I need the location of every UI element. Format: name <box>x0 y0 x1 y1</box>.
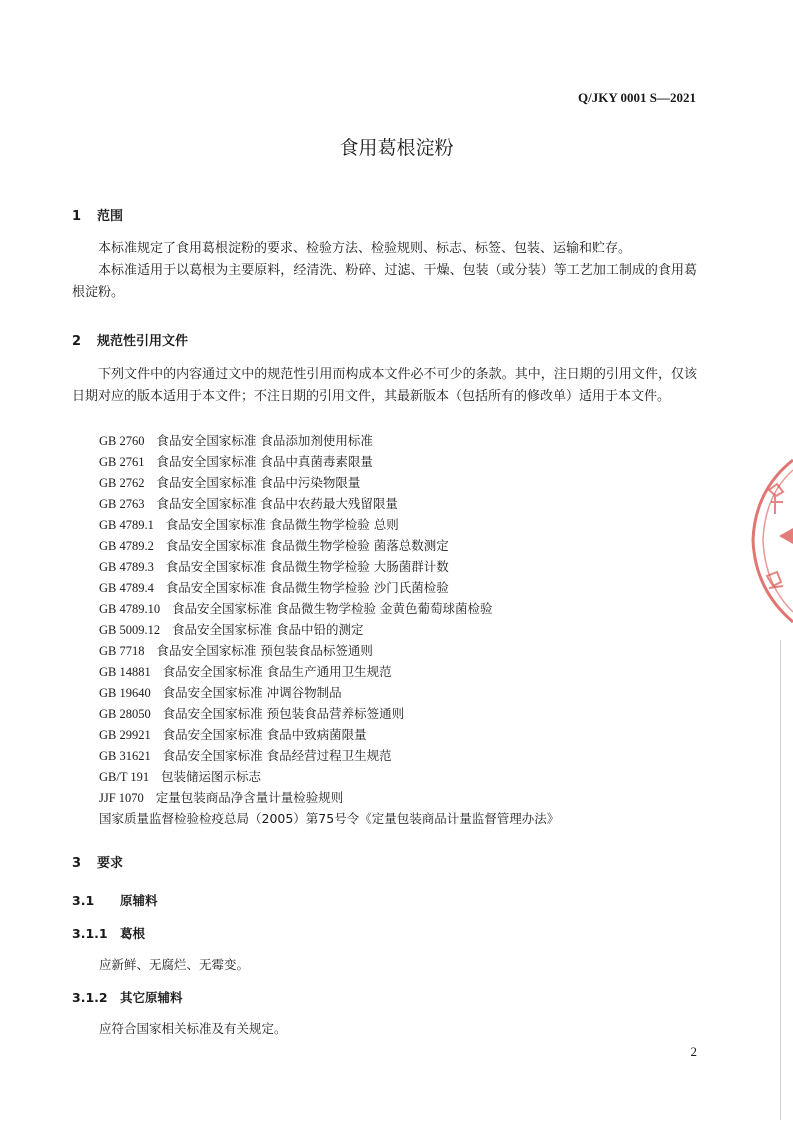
ref-code: GB/T 191 <box>99 770 150 784</box>
ref-code: GB 29921 <box>99 728 151 742</box>
ref-title: 食品安全国家标准 食品微生物学检验 沙门氏菌检验 <box>165 580 449 595</box>
ref-code: GB 4789.1 <box>99 518 154 532</box>
reference-item <box>99 452 373 470</box>
ref-code: GB 7718 <box>99 644 145 658</box>
ref-code: GB 4789.3 <box>99 560 154 574</box>
ref-title: 食品安全国家标准 预包装食品标签通则 <box>156 643 373 658</box>
section-1-heading <box>72 205 123 224</box>
section-number: 3 <box>72 856 82 871</box>
section-title: 要求 <box>97 856 124 871</box>
subsection-number: 3.1.2 <box>72 990 108 1005</box>
reference-item <box>99 683 342 701</box>
subsection-number: 3.1.1 <box>72 926 108 941</box>
section-2-heading <box>72 330 188 349</box>
ref-title: 食品安全国家标准 食品中铅的测定 <box>172 622 364 637</box>
page-edge-line <box>780 640 781 1120</box>
ref-code: GB 5009.12 <box>99 623 161 637</box>
reference-item <box>99 431 373 449</box>
ref-title: 食品安全国家标准 冲调谷物制品 <box>162 685 342 700</box>
ref-code: GB 2762 <box>99 476 145 490</box>
subsection-3-1-2-text: 应符合国家相关标准及有关规定。 <box>99 1021 287 1036</box>
ref-code: GB 14881 <box>99 665 151 679</box>
subsection-3-1-heading <box>72 891 158 909</box>
reference-item <box>99 641 373 659</box>
section-1-body <box>72 238 697 304</box>
ref-code: GB 31621 <box>99 749 151 763</box>
ref-title: 包装储运图示标志 <box>161 769 262 784</box>
page-number: 2 <box>690 1044 697 1059</box>
reference-item <box>99 599 493 617</box>
ref-code: GB 4789.4 <box>99 581 154 595</box>
ref-code: GB 4789.10 <box>99 602 161 616</box>
ref-code: GB 19640 <box>99 686 151 700</box>
ref-title: 国家质量监督检验检疫总局（2005）第75号令《定量包装商品计量监督管理办法》 <box>99 811 560 826</box>
reference-item <box>99 515 399 533</box>
ref-title: 食品安全国家标准 食品微生物学检验 总则 <box>165 517 399 532</box>
reference-item <box>99 809 559 827</box>
reference-item <box>99 746 392 764</box>
ref-title: 食品安全国家标准 食品生产通用卫生规范 <box>162 664 392 679</box>
subsection-title: 葛根 <box>120 926 146 941</box>
ref-title: 食品安全国家标准 食品中致病菌限量 <box>162 727 367 742</box>
ref-code: GB 2760 <box>99 434 145 448</box>
section-title: 范围 <box>97 209 124 224</box>
document-title: 食用葛根淀粉 <box>339 137 454 159</box>
reference-item <box>99 662 392 680</box>
reference-item <box>99 788 343 806</box>
section-number: 2 <box>72 334 82 349</box>
subsection-title: 原辅料 <box>120 893 158 908</box>
reference-item <box>99 536 449 554</box>
ref-title: 食品安全国家标准 食品微生物学检验 金黄色葡萄球菌检验 <box>172 601 493 616</box>
ref-title: 食品安全国家标准 预包装食品营养标签通则 <box>162 706 405 721</box>
standard-code: Q/JKY 0001 S—2021 <box>578 90 696 105</box>
seal-stamp-icon <box>735 450 793 630</box>
ref-code: GB 2763 <box>99 497 145 511</box>
reference-item <box>99 494 398 512</box>
ref-code: JJF 1070 <box>99 791 144 805</box>
paragraph: 本标准规定了食用葛根淀粉的要求、检验方法、检验规则、标志、标签、包装、运输和贮存。 <box>98 241 632 256</box>
ref-code: GB 28050 <box>99 707 151 721</box>
ref-title: 食品安全国家标准 食品中真菌毒素限量 <box>156 454 373 469</box>
section-number: 1 <box>72 209 82 224</box>
ref-title: 食品安全国家标准 食品添加剂使用标准 <box>156 433 373 448</box>
reference-item <box>99 767 261 785</box>
subsection-title: 其它原辅料 <box>120 990 183 1005</box>
ref-title: 食品安全国家标准 食品中农药最大残留限量 <box>156 496 398 511</box>
section-title: 规范性引用文件 <box>97 334 189 349</box>
ref-code: GB 4789.2 <box>99 539 154 553</box>
subsection-number: 3.1 <box>72 893 95 908</box>
ref-title: 食品安全国家标准 食品中污染物限量 <box>156 475 361 490</box>
ref-title: 食品安全国家标准 食品微生物学检验 菌落总数测定 <box>165 538 449 553</box>
subsection-3-1-1-text: 应新鲜、无腐烂、无霉变。 <box>99 957 250 972</box>
reference-item <box>99 473 360 491</box>
paragraph: 本标准适用于以葛根为主要原料，经清洗、粉碎、过滤、干燥、包装（或分装）等工艺加工制成的食用葛根淀粉。 <box>72 263 697 300</box>
subsection-3-1-1-heading <box>72 924 145 942</box>
ref-title: 食品安全国家标准 食品微生物学检验 大肠菌群计数 <box>165 559 449 574</box>
ref-title: 定量包装商品净含量计量检验规则 <box>155 790 344 805</box>
section-2-intro <box>72 364 697 408</box>
reference-item <box>99 620 364 638</box>
ref-title: 食品安全国家标准 食品经营过程卫生规范 <box>162 748 392 763</box>
reference-item <box>99 725 367 743</box>
reference-item <box>99 578 449 596</box>
paragraph: 下列文件中的内容通过文中的规范性引用而构成本文件必不可少的条款。其中，注日期的引用文件，仅该日期对应的版本适用于本文件；不注日期的引用文件，其最新版本（包括所有的修改单）适用于本文件。 <box>72 367 697 404</box>
subsection-3-1-2-heading <box>72 988 183 1006</box>
reference-item <box>99 557 449 575</box>
reference-item <box>99 704 404 722</box>
section-3-heading <box>72 852 123 871</box>
ref-code: GB 2761 <box>99 455 145 469</box>
